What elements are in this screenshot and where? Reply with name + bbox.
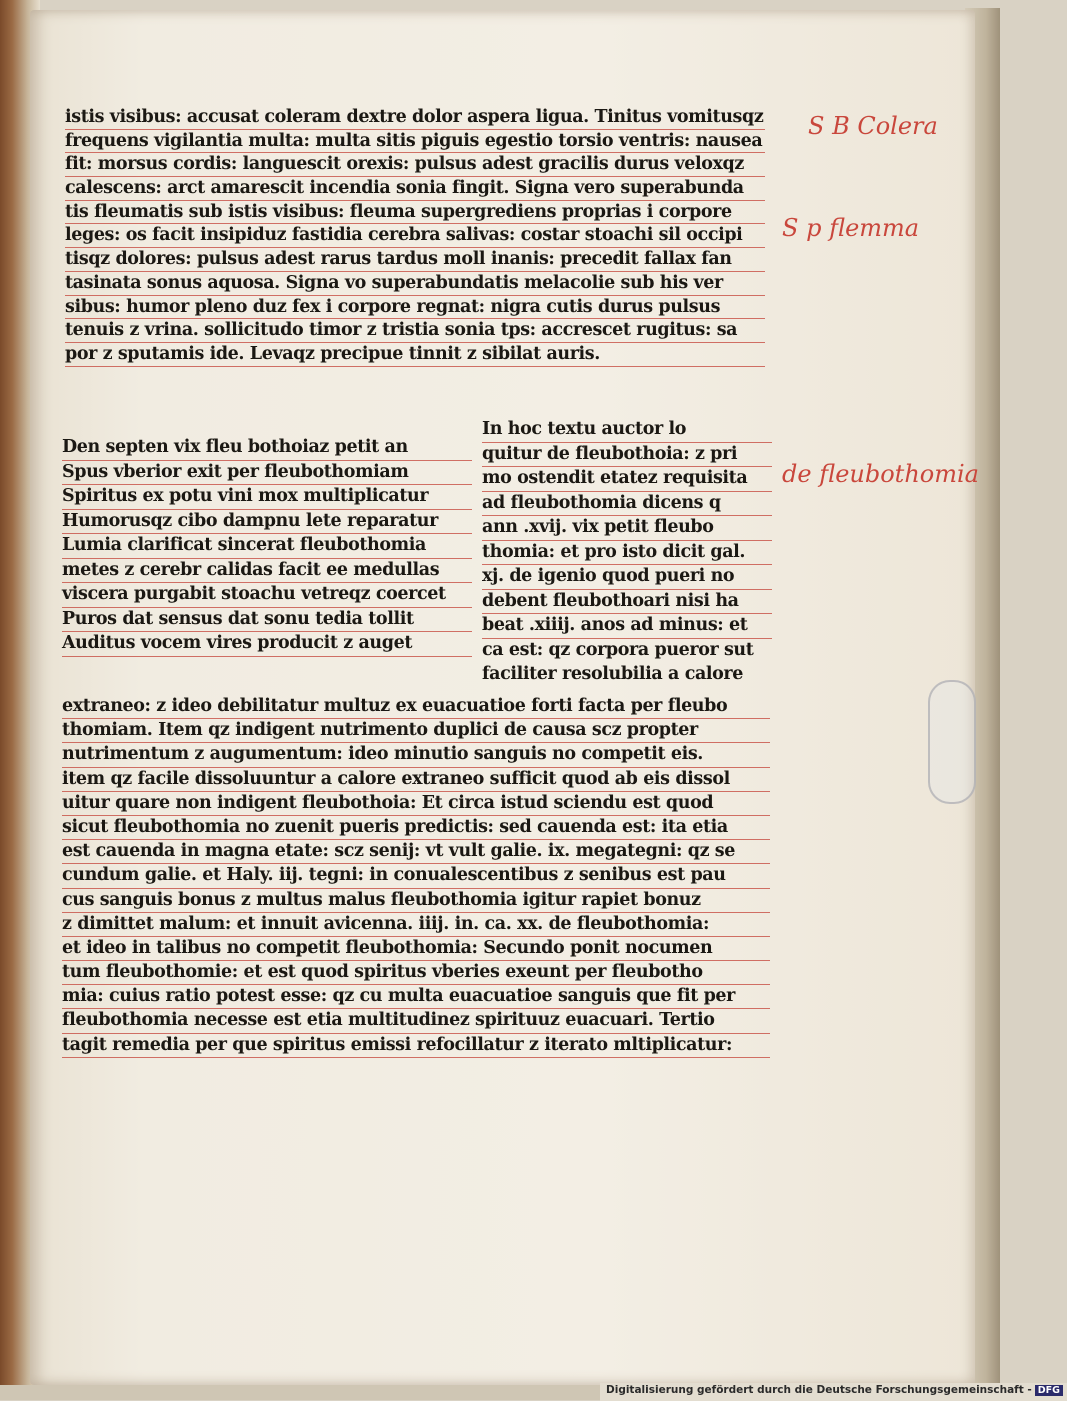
text-line: thomia: et pro isto dicit gal. bbox=[482, 541, 772, 566]
margin-note-colera: S B Colera bbox=[808, 112, 938, 140]
text-line: frequens vigilantia multa: multa sitis piguis egestio torsio ventris: nausea bbox=[65, 130, 765, 154]
text-line: uitur quare non indigent fleubothoia: Et circa istud sciendu est quod bbox=[62, 792, 770, 816]
text-line: Den septen vix fleu bothoiaz petit an bbox=[62, 436, 472, 461]
text-line: viscera purgabit stoachu vetreqz coercet bbox=[62, 583, 472, 608]
text-line: sicut fleubothomia no zuenit pueris predictis: sed cauenda est: ita etia bbox=[62, 816, 770, 840]
text-line: tenuis z vrina. sollicitudo timor z tristia sonia tps: accrescet rugitus: sa bbox=[65, 319, 765, 343]
dfg-logo: DFG bbox=[1035, 1385, 1063, 1396]
text-line: metes z cerebr calidas facit ee medullas bbox=[62, 559, 472, 584]
text-line: calescens: arct amarescit incendia sonia fingit. Signa vero superabunda bbox=[65, 177, 765, 201]
text-line: Spiritus ex potu vini mox multiplicatur bbox=[62, 485, 472, 510]
text-line: fit: morsus cordis: languescit orexis: pulsus adest gracilis durus veloxqz bbox=[65, 153, 765, 177]
text-line: tum fleubothomie: et est quod spiritus vberies exeunt per fleubotho bbox=[62, 961, 770, 985]
text-line: thomiam. Item qz indigent nutrimento duplici de causa scz propter bbox=[62, 719, 770, 743]
text-line: extraneo: z ideo debilitatur multuz ex euacuatioe forti facta per fleubo bbox=[62, 695, 770, 719]
text-line: est cauenda in magna etate: scz senij: vt vult galie. ix. megategni: qz se bbox=[62, 840, 770, 864]
text-line: nutrimentum z augumentum: ideo minutio sanguis no competit eis. bbox=[62, 743, 770, 767]
text-line: tisqz dolores: pulsus adest rarus tardus moll inanis: precedit fallax fan bbox=[65, 248, 765, 272]
text-line: cundum galie. et Haly. iij. tegni: in conualescentibus z senibus est pau bbox=[62, 864, 770, 888]
text-line: Puros dat sensus dat sonu tedia tollit bbox=[62, 608, 472, 633]
text-line: quitur de fleubothoia: z pri bbox=[482, 443, 772, 468]
text-line: Lumia clarificat sincerat fleubothomia bbox=[62, 534, 472, 559]
text-line: z dimittet malum: et innuit avicenna. iiij. in. ca. xx. de fleubothomia: bbox=[62, 913, 770, 937]
paper-clip bbox=[928, 680, 976, 804]
text-line: xj. de igenio quod pueri no bbox=[482, 565, 772, 590]
text-line: Humorusqz cibo dampnu lete reparatur bbox=[62, 510, 472, 535]
text-line: In hoc textu auctor lo bbox=[482, 418, 772, 443]
text-line: ann .xvij. vix petit fleubo bbox=[482, 516, 772, 541]
text-line: fleubothomia necesse est etia multitudinez spirituuz euacuari. Tertio bbox=[62, 1009, 770, 1033]
margin-note-fleubothomia: de fleubothomia bbox=[782, 460, 979, 488]
text-line: tagit remedia per que spiritus emissi refocillatur z iterato mltiplicatur: bbox=[62, 1034, 770, 1058]
text-line: cus sanguis bonus z multus malus fleubothomia igitur rapiet bonuz bbox=[62, 889, 770, 913]
text-line: tasinata sonus aquosa. Signa vo superabundatis melacolie sub his ver bbox=[65, 272, 765, 296]
text-line: beat .xiiij. anos ad minus: et bbox=[482, 614, 772, 639]
text-line: sibus: humor pleno duz fex i corpore regnat: nigra cutis durus pulsus bbox=[65, 296, 765, 320]
footer-credit bbox=[600, 1383, 1067, 1401]
text-line: tis fleumatis sub istis visibus: fleuma supergrediens proprias i corpore bbox=[65, 201, 765, 225]
top-text-block bbox=[65, 106, 765, 367]
text-line: item qz facile dissoluuntur a calore extraneo sufficit quod ab eis dissol bbox=[62, 768, 770, 792]
text-line: ca est: qz corpora pueror sut bbox=[482, 639, 754, 660]
text-line: por z sputamis ide. Levaqz precipue tinnit z sibilat auris. bbox=[65, 343, 765, 367]
text-line: Auditus vocem vires producit z auget bbox=[62, 632, 472, 657]
text-line: Spus vberior exit per fleubothomiam bbox=[62, 461, 472, 486]
text-line: mia: cuius ratio potest esse: qz cu multa euacuatioe sanguis que fit per bbox=[62, 985, 770, 1009]
text-line: mo ostendit etatez requisita bbox=[482, 467, 772, 492]
text-line: ad fleubothomia dicens q bbox=[482, 492, 772, 517]
text-line: debent fleubothoari nisi ha bbox=[482, 590, 772, 615]
text-line: et ideo in talibus no competit fleubothomia: Secundo ponit nocumen bbox=[62, 937, 770, 961]
commentary-text-block bbox=[62, 695, 770, 1058]
text-line: leges: os facit insipiduz fastidia cerebra salivas: costar stoachi sil occipi bbox=[65, 224, 765, 248]
text-line: faciliter resolubilia a calore bbox=[482, 664, 743, 684]
footer-text: Digitalisierung gefördert durch die Deutsche Forschungsgemeinschaft - bbox=[606, 1384, 1032, 1396]
gloss-text-block bbox=[482, 418, 772, 688]
verse-text-block bbox=[62, 436, 472, 657]
text-line: istis visibus: accusat coleram dextre dolor aspera ligua. Tinitus vomitusqz bbox=[65, 106, 765, 130]
margin-note-flemma: S p flemma bbox=[782, 214, 920, 242]
